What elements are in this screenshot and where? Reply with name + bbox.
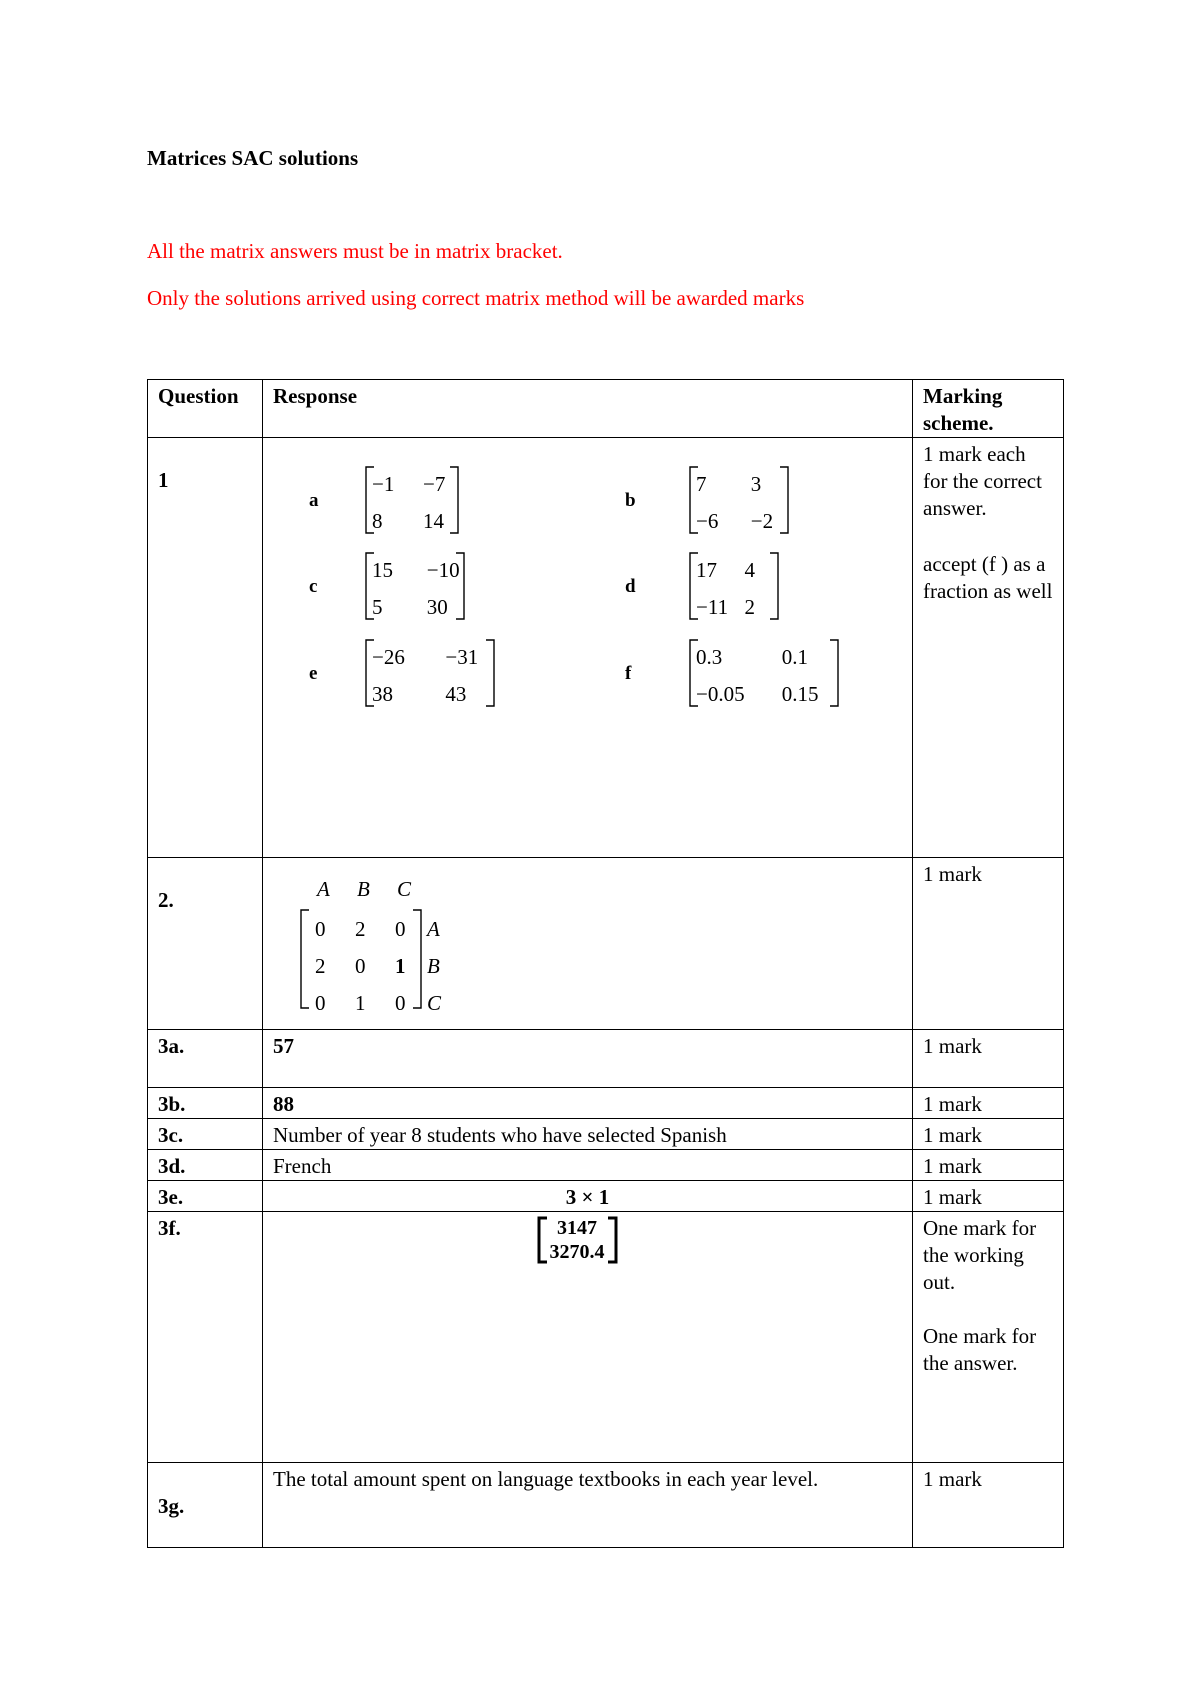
matrix-cell: 2 <box>355 917 366 941</box>
table-row <box>148 1088 1064 1119</box>
header-marking: Marking scheme. <box>913 380 1064 438</box>
matrix-cell: −10 <box>426 558 460 582</box>
matrix-cell: 0 <box>315 917 326 941</box>
matrix-cell: 3270.4 <box>549 1241 605 1263</box>
page-title: Matrices SAC solutions <box>147 146 359 170</box>
column-label: B <box>357 877 370 901</box>
response-cell: The total amount spent on language textbooks in each year level. <box>263 1463 913 1548</box>
question-label: 3c. <box>148 1119 263 1150</box>
matrix-label: d <box>625 576 636 597</box>
matrix-cell: 4 <box>744 558 756 582</box>
right-bracket <box>830 640 838 706</box>
response-cell <box>263 438 913 858</box>
matrix-cell: 1 <box>395 954 406 978</box>
marking-cell <box>913 438 1064 858</box>
matrix-cell: 0 <box>395 991 406 1015</box>
matrix-cell: 2 <box>315 954 326 978</box>
table-row <box>148 1119 1064 1150</box>
marking-cell: 1 mark <box>913 1463 1064 1548</box>
matrix-cell: 0 <box>355 954 366 978</box>
marking-cell: 1 mark <box>913 858 1064 1030</box>
response-cell: Number of year 8 students who have selected Spanish <box>263 1119 913 1150</box>
row-label: C <box>427 991 442 1015</box>
matrix-cell: 0 <box>315 991 326 1015</box>
matrix-cell: 0 <box>395 917 406 941</box>
question-label: 3b. <box>148 1088 263 1119</box>
marking-text: One mark for the working out. <box>923 1216 1037 1294</box>
matrix-cell: 3147 <box>557 1217 597 1239</box>
left-bracket <box>539 1218 547 1262</box>
column-label: A <box>317 877 330 901</box>
marking-text: accept (f ) as a fraction as well <box>923 552 1053 603</box>
matrix-cell: 30 <box>426 595 448 619</box>
table-row <box>148 1463 1064 1548</box>
matrix-label: e <box>309 663 318 684</box>
marking-text: One mark for the answer. <box>923 1324 1037 1375</box>
matrix-cell: 15 <box>372 558 393 582</box>
question-label: 3g. <box>148 1463 263 1548</box>
matrix-label: f <box>625 663 632 684</box>
marking-cell: 1 mark <box>913 1088 1064 1119</box>
instruction-note: All the matrix answers must be in matrix bracket. <box>147 239 563 263</box>
matrix-cell: 0.1 <box>781 645 809 669</box>
q2-matrix <box>263 858 893 1023</box>
right-bracket <box>770 553 778 619</box>
response-cell: 3 × 1 <box>263 1181 913 1212</box>
response-cell: French <box>263 1150 913 1181</box>
row-label: A <box>427 917 440 941</box>
column-label: C <box>397 877 412 901</box>
matrix-cell: 2 <box>744 595 756 619</box>
right-bracket <box>413 910 421 1008</box>
response-cell <box>263 1212 913 1463</box>
matrix-cell: −31 <box>445 645 479 669</box>
instruction-note: Only the solutions arrived using correct matrix method will be awarded marks <box>147 286 805 310</box>
solutions-table <box>147 379 1064 1548</box>
question-label: 3d. <box>148 1150 263 1181</box>
question-label: 3f. <box>148 1212 263 1463</box>
matrix-cell: 0.15 <box>781 682 819 706</box>
row-label: B <box>427 954 440 978</box>
matrix-cell: 3 <box>750 472 762 496</box>
matrix-cell: −11 <box>696 595 729 619</box>
question-label: 2. <box>148 858 263 1030</box>
response-cell: 88 <box>263 1088 913 1119</box>
q3f-matrix <box>263 1212 893 1272</box>
matrix-cell: −26 <box>372 645 405 669</box>
marking-cell: 1 mark <box>913 1181 1064 1212</box>
q1-matrices <box>263 438 893 838</box>
marking-cell: 1 mark <box>913 1119 1064 1150</box>
right-bracket <box>450 467 458 533</box>
matrix-cell: 17 <box>696 558 717 582</box>
matrix-cell: 43 <box>445 682 467 706</box>
matrix-cell: 1 <box>355 991 366 1015</box>
question-label: 1 <box>148 438 263 858</box>
matrix-cell: 38 <box>372 682 393 706</box>
table-row <box>148 1181 1064 1212</box>
right-bracket <box>780 467 788 533</box>
matrix-cell: −0.05 <box>696 682 745 706</box>
header-response: Response <box>263 380 913 438</box>
right-bracket <box>486 640 494 706</box>
left-bracket <box>301 910 309 1008</box>
matrix-cell: 7 <box>696 472 707 496</box>
matrix-cell: 14 <box>423 509 445 533</box>
marking-text: 1 mark each for the correct answer. <box>923 442 1042 520</box>
table-row <box>148 858 1064 1030</box>
marking-cell: 1 mark <box>913 1150 1064 1181</box>
right-bracket <box>608 1218 616 1262</box>
table-header-row <box>148 380 1064 438</box>
question-label: 3a. <box>148 1030 263 1088</box>
matrix-label: b <box>625 490 636 511</box>
table-row <box>148 438 1064 858</box>
table-row <box>148 1212 1064 1463</box>
matrix-cell: −1 <box>372 472 395 496</box>
table-row <box>148 1030 1064 1088</box>
matrix-cell: −6 <box>696 509 719 533</box>
matrix-cell: 0.3 <box>696 645 723 669</box>
response-cell <box>263 858 913 1030</box>
table-row <box>148 1150 1064 1181</box>
response-cell: 57 <box>263 1030 913 1088</box>
marking-cell <box>913 1212 1064 1463</box>
header-question: Question <box>148 380 263 438</box>
matrix-label: a <box>309 490 319 511</box>
marking-cell: 1 mark <box>913 1030 1064 1088</box>
matrix-label: c <box>309 576 318 597</box>
matrix-cell: −7 <box>423 472 446 496</box>
matrix-cell: −2 <box>750 509 774 533</box>
matrix-cell: 5 <box>372 595 383 619</box>
matrix-cell: 8 <box>372 509 383 533</box>
question-label: 3e. <box>148 1181 263 1212</box>
